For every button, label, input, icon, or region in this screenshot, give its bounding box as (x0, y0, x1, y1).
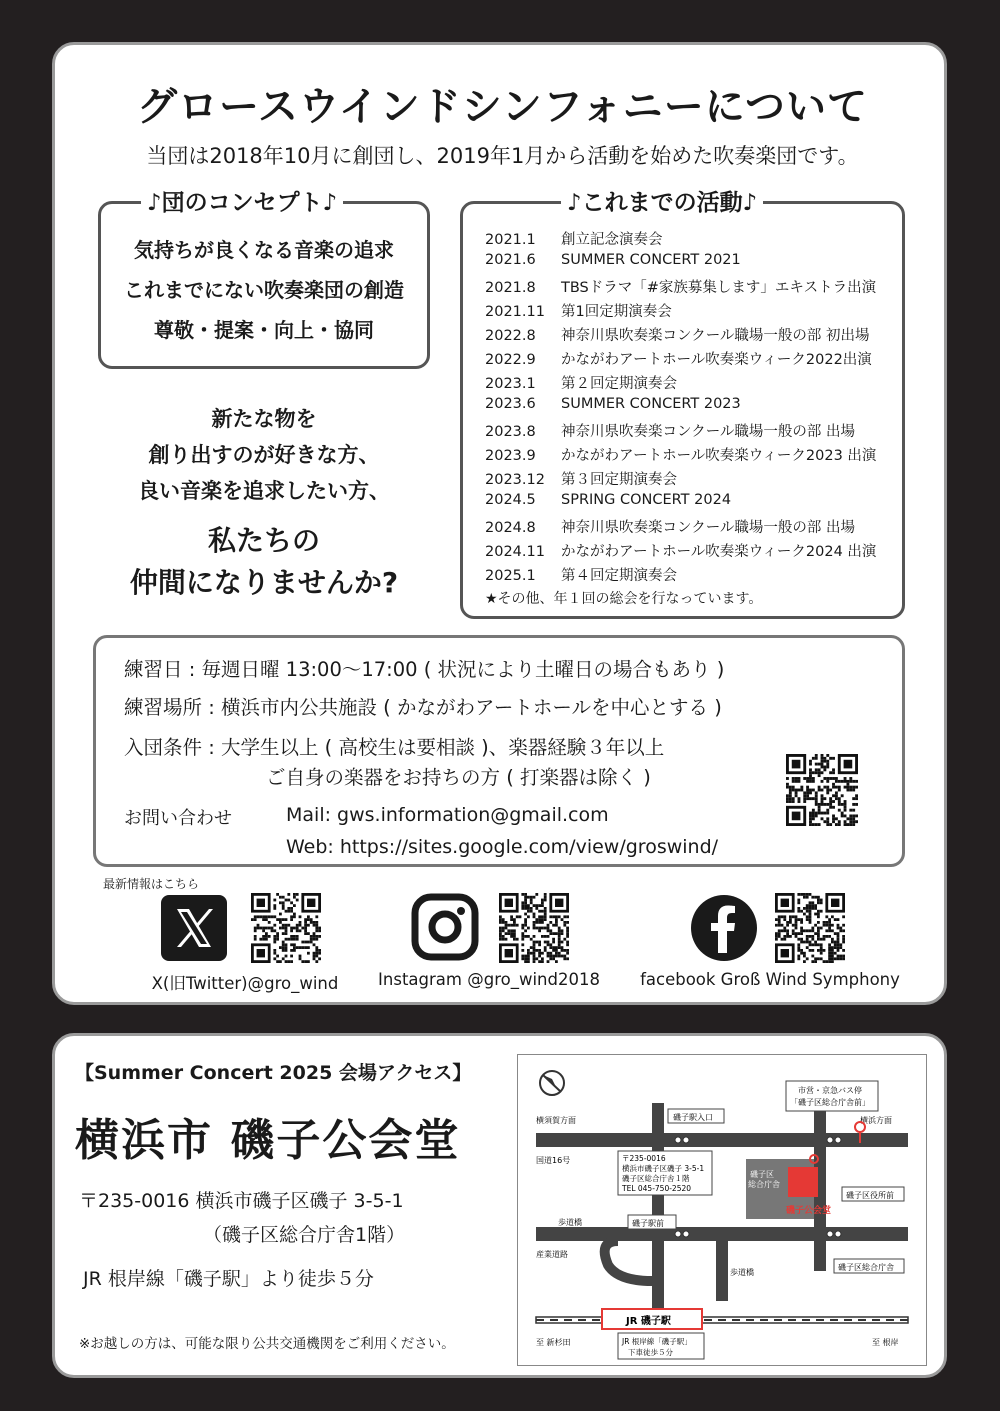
activity-text: 創立記念演奏会 (561, 232, 663, 248)
activity-label: ♪これまでの活動♪ (561, 184, 763, 217)
activity-item (485, 468, 677, 489)
slogan-line: 新たな物を (211, 407, 317, 431)
concept-line: 気持ちが良くなる音楽の追求 (134, 238, 394, 262)
x-qr-code (251, 893, 321, 963)
bus-stop-title: 市営・京急バス停 (798, 1086, 862, 1095)
page-subtitle: 当団は2018年10月に創団し、2019年1月から活動を始めた吹奏楽団です。 (146, 144, 859, 168)
map-address-1: 横浜市磯子区磯子 3-5-1 (622, 1164, 705, 1173)
activity-box (460, 190, 905, 619)
web-qr-code (786, 754, 858, 826)
vertical-road-left (652, 1103, 664, 1313)
activity-item (485, 324, 870, 345)
activity-item (485, 372, 677, 393)
requirements-2: ご自身の楽器をお持ちの方 ( 打楽器は除く ) (266, 766, 651, 789)
station-label: JR 磯子駅 (626, 1316, 671, 1327)
activity-item (485, 228, 663, 249)
activity-date: 2023.6 (485, 396, 536, 412)
sogo-front-label: 磯子区総合庁舎 (838, 1263, 894, 1272)
latest-info-label: 最新情報はこちら (103, 877, 200, 891)
venue-building: （磯子区総合庁舎1階） (203, 1224, 406, 1246)
instagram-qr-code (499, 893, 569, 963)
activity-date: 2025.1 (485, 568, 536, 584)
activity-item (485, 516, 855, 537)
activity-item (485, 276, 876, 297)
venue-card (52, 1033, 947, 1378)
activity-text: SPRING CONCERT 2024 (561, 492, 732, 508)
requirements: 入団条件 : 大学生以上 ( 高校生は要相談 )、楽器経験３年以上 (124, 736, 665, 759)
instagram-account[interactable]: Instagram @gro_wind2018 (378, 970, 600, 989)
to-shinsugita-label: 至 新杉田 (536, 1338, 571, 1347)
activity-text: 第1回定期演奏会 (561, 304, 672, 320)
activity-item (485, 492, 731, 508)
activity-date: 2024.8 (485, 520, 536, 536)
activity-date: 2022.8 (485, 328, 536, 344)
x-account[interactable]: X(旧Twitter)@gro_wind (151, 974, 339, 993)
map-address-tel: TEL 045-750-2520 (622, 1184, 692, 1193)
activity-date: 2021.8 (485, 280, 536, 296)
activity-date: 2024.5 (485, 492, 536, 508)
activity-text: 神奈川県吹奏楽コンクール職場一般の部 初出場 (561, 328, 870, 344)
hall-marker (788, 1167, 818, 1197)
vertical-road-mid (716, 1227, 728, 1301)
activity-item (485, 396, 741, 412)
activity-item (485, 564, 677, 585)
activity-text: かながわアートホール吹奏楽ウィーク2023 出演 (561, 448, 877, 464)
ward-office-front-label: 磯子区役所前 (846, 1191, 894, 1200)
facebook-account[interactable]: facebook Groß Wind Symphony (640, 970, 900, 989)
pedestrian-bridge2-label: 歩道橋 (730, 1268, 754, 1277)
activity-text: TBSドラマ「#家族募集します」エキストラ出演 (561, 280, 877, 296)
instagram-icon[interactable] (411, 893, 479, 961)
info-box (93, 635, 905, 867)
yokosuka-dir-label: 横須賀方面 (536, 1116, 576, 1125)
concept-box (98, 190, 430, 369)
concept-label: ♪団のコンセプト♪ (141, 184, 343, 217)
sangyo-road-label: 産業道路 (536, 1250, 568, 1259)
activity-date: 2022.9 (485, 352, 536, 368)
activity-date: 2023.9 (485, 448, 536, 464)
activity-text: かながわアートホール吹奏楽ウィーク2022出演 (561, 352, 872, 368)
isogo-station-entrance-label: 磯子駅入口 (673, 1113, 713, 1122)
activity-text: 神奈川県吹奏楽コンクール職場一般の部 出場 (561, 520, 856, 536)
page-title: グロースウインドシンフォニーについて (137, 84, 868, 130)
slogan-line: 創り出すのが好きな方、 (148, 443, 380, 467)
activity-item (485, 420, 855, 441)
north-arrow-icon (540, 1071, 564, 1095)
slogan-emphasis: 仲間になりませんか? (129, 566, 399, 599)
practice-place: 練習場所 : 横浜市内公共施設 ( かながわアートホールを中心とする ) (124, 696, 722, 719)
facebook-qr-code (775, 893, 845, 963)
venue-note: ※お越しの方は、可能な限り公共交通機関をご利用ください。 (79, 1336, 455, 1352)
walk-label-2: 下車徒歩５分 (628, 1348, 673, 1357)
activity-date: 2024.11 (485, 544, 545, 560)
activity-item (485, 252, 741, 268)
route16-label: 国道16号 (536, 1156, 571, 1165)
activity-date: 2021.1 (485, 232, 536, 248)
station-front-label: 磯子駅前 (632, 1219, 664, 1228)
activity-date: 2021.6 (485, 252, 536, 268)
contact-web[interactable]: Web: https://sites.google.com/view/groswind/ (286, 836, 719, 858)
activity-date: 2023.1 (485, 376, 536, 392)
bus-stop-name: 「磯子区総合庁舎前」 (790, 1098, 870, 1107)
hall-label: 磯子公会堂 (786, 1206, 832, 1216)
concept-line: これまでにない吹奏楽団の創造 (124, 278, 404, 302)
venue-name: 横浜市 磯子公会堂 (75, 1115, 461, 1166)
activity-date: 2021.11 (485, 304, 545, 320)
contact-label: お問い合わせ (124, 808, 232, 829)
activity-text: SUMMER CONCERT 2021 (561, 252, 741, 268)
practice-day: 練習日 : 毎週日曜 13:00〜17:00 ( 状況により土曜日の場合もあり ) (124, 658, 725, 681)
to-negishi-label: 至 根岸 (872, 1338, 899, 1347)
activity-note: ★その他、年１回の総会を行なっています。 (485, 591, 763, 607)
yokohama-dir-label: 横浜方面 (860, 1116, 892, 1125)
activity-item (485, 300, 672, 321)
activity-text: 第４回定期演奏会 (561, 568, 677, 584)
contact-mail[interactable]: Mail: gws.information@gmail.com (286, 804, 609, 826)
activity-text: 第３回定期演奏会 (561, 472, 677, 488)
access-map (517, 1054, 927, 1366)
activity-date: 2023.8 (485, 424, 536, 440)
pedestrian-bridge-label: 歩道橋 (558, 1218, 582, 1227)
ward-office-label-2: 総合庁舎 (748, 1180, 780, 1189)
facebook-icon[interactable] (691, 895, 757, 961)
slogan-emphasis: 私たちの (207, 524, 320, 557)
route16-road (536, 1133, 908, 1147)
activity-text: 神奈川県吹奏楽コンクール職場一般の部 出場 (561, 424, 856, 440)
map-address-2: 磯子区総合庁舎１階 (622, 1174, 690, 1183)
activity-date: 2023.12 (485, 472, 545, 488)
concept-line: 尊敬・提案・向上・協同 (154, 318, 374, 342)
venue-address: 〒235-0016 横浜市磯子区磯子 3-5-1 (79, 1190, 404, 1212)
activity-item (485, 540, 876, 561)
x-icon[interactable] (161, 895, 227, 961)
ward-office-label-1: 磯子区 (750, 1170, 774, 1179)
activity-text: かながわアートホール吹奏楽ウィーク2024 出演 (561, 544, 877, 560)
activity-item (485, 444, 876, 465)
map-address-title: 〒235-0016 (622, 1154, 666, 1163)
activity-item (485, 348, 872, 369)
about-card (52, 42, 947, 1005)
slogan-line: 良い音楽を追求したい方、 (138, 479, 390, 503)
walk-label-1: JR 根岸線「磯子駅」 (622, 1337, 692, 1346)
activity-text: 第２回定期演奏会 (561, 376, 677, 392)
venue-heading: 【Summer Concert 2025 会場アクセス】 (75, 1062, 472, 1084)
venue-access: JR 根岸線「磯子駅」より徒歩５分 (83, 1268, 374, 1290)
activity-text: SUMMER CONCERT 2023 (561, 396, 741, 412)
